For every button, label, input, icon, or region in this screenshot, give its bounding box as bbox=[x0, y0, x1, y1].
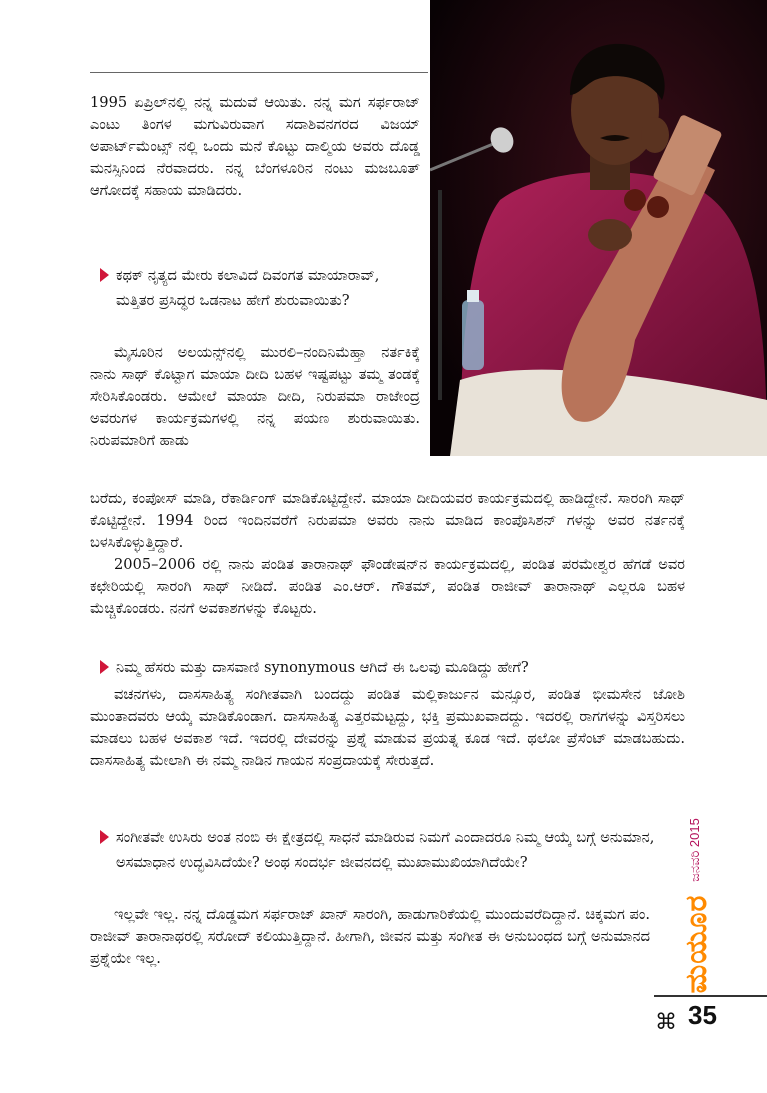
answer-3-block bbox=[90, 904, 650, 970]
top-rule bbox=[90, 72, 428, 73]
footer-logo-glyph: ⌘ bbox=[655, 1010, 677, 1035]
question-1-text: ಕಥಕ್ ನೃತ್ಯದ ಮೇರು ಕಲಾವಿದೆ ದಿವಂಗತ ಮಾಯಾರಾವ್, ಮತ್ತಿತರ ಪ್ರಸಿದ್ಧರ ಒಡನಾಟ ಹೇಗೆ ಶುರುವಾಯಿತು? bbox=[116, 267, 380, 309]
question-3-text: ಸಂಗೀತವೇ ಉಸಿರು ಅಂತ ನಂಬಿ ಈ ಕ್ಷೇತ್ರದಲ್ಲಿ ಸಾಧನೆ ಮಾಡಿರುವ ನಿಮಗೆ ಎಂದಾದರೂ ನಿಮ್ಮ ಆಯ್ಕೆ ಬಗ್ಗೆ ಅನುಮಾನ, ಅಸಮಾಧಾನ ಉದ್ಭವಿಸಿದೆಯೇ? ಅಂಥ ಸಂದರ್ಭ ಜೀವನದಲ್ಲಿ ಮುಖಾಮುಖಿಯಾಗಿದೆಯೇ? bbox=[116, 829, 655, 871]
intro-paragraph: 1995 ಏಪ್ರಿಲ್‌ನಲ್ಲಿ ನನ್ನ ಮದುವೆ ಆಯಿತು. ನನ್ನ ಮಗ ಸರ್ಫರಾಜ್ ಎಂಟು ತಿಂಗಳ ಮಗುವಿರುವಾಗ ಸದಾಶಿವನಗರದ ವಿಜಯ್ ಅಪಾರ್ಟ್‌ಮೆಂಟ್ಸ್ ನಲ್ಲಿ ಒಂದು ಮನೆ ಕೊಟ್ಟು ದಾಲ್ಮಿಯ ಅವರು ದೊಡ್ಡ ಮನಸ್ಸಿನಿಂದ ನೆರವಾದರು. ನನ್ನ ಬೆಂಗಳೂರಿನ ನಂಟು ಮಜಬೂತ್ ಆಗೋದಕ್ಕೆ ಸಹಾಯ ಮಾಡಿದರು. bbox=[90, 94, 420, 199]
question-2-text: ನಿಮ್ಮ ಹೆಸರು ಮತ್ತು ದಾಸವಾಣಿ synonymous ಆಗಿದೆ ಈ ಒಲವು ಮೂಡಿದ್ದು ಹೇಗೆ? bbox=[116, 659, 529, 676]
question-arrow-icon bbox=[100, 268, 109, 282]
question-2 bbox=[100, 656, 680, 681]
answer-3: ಇಲ್ಲವೇ ಇಲ್ಲ. ನನ್ನ ದೊಡ್ಡಮಗ ಸರ್ಫರಾಜ್ ಖಾನ್ ಸಾರಂಗಿ, ಹಾಡುಗಾರಿಕೆಯಲ್ಲಿ ಮುಂದುವರೆದಿದ್ದಾನೆ. ಚಿಕ್ಕಮಗ ಪಂ. ರಾಜೀವ್ ತಾರಾನಾಥರಲ್ಲಿ ಸರೋದ್ ಕಲಿಯುತ್ತಿದ್ದಾನೆ. ಹೀಗಾಗಿ, ಜೀವನ ಮತ್ತು ಸಂಗೀತ ಈ ಅನುಬಂಧದ ಬಗ್ಗೆ ಅನುಮಾನದ ಪ್ರಶ್ನೆಯೇ ಇಲ್ಲ. bbox=[90, 906, 650, 967]
answer-1-wide: ಬರೆದು, ಕಂಪೋಸ್ ಮಾಡಿ, ರೆಕಾರ್ಡಿಂಗ್ ಮಾಡಿಕೊಟ್ಟಿದ್ದೇನೆ. ಮಾಯಾ ದೀದಿಯವರ ಕಾರ್ಯಕ್ರಮದಲ್ಲಿ ಹಾಡಿದ್ದೇನೆ. ಸಾರಂಗಿ ಸಾಥ್ ಕೊಟ್ಟಿದ್ದೇನೆ. 1994 ರಿಂದ ಇಂದಿನವರೆಗೆ ನಿರುಪಮಾ ಅವರು ನಾನು ಮಾಡಿದ ಕಾಂಪೊಸಿಶನ್ ಗಳನ್ನು ಅವರ ನರ್ತನಕ್ಕೆ ಬಳಸಿಕೊಳ್ಳುತ್ತಿದ್ದಾರೆ. bbox=[90, 490, 685, 551]
footer-logo-icon bbox=[655, 1010, 681, 1034]
page-number: 35 bbox=[688, 1000, 717, 1030]
musician-photo bbox=[430, 0, 767, 456]
answer-1-narrow-block bbox=[90, 342, 420, 452]
sarangi-player-photo-icon bbox=[430, 0, 767, 456]
question-3 bbox=[100, 826, 665, 875]
masthead-text: ಮಯೂರ bbox=[680, 894, 713, 994]
issue-date-text: ಜನವರಿ 2015 bbox=[687, 818, 702, 882]
issue-date bbox=[684, 804, 706, 896]
answer-2-block bbox=[90, 684, 685, 772]
answer-1-wide-block bbox=[90, 488, 685, 620]
answer-2: ವಚನಗಳು, ದಾಸಸಾಹಿತ್ಯ ಸಂಗೀತವಾಗಿ ಬಂದದ್ದು ಪಂಡಿತ ಮಲ್ಲಿಕಾರ್ಜುನ ಮನ್ಸೂರ, ಪಂಡಿತ ಭೀಮಸೇನ ಜೋಶಿ ಮುಂತಾದವರು ಆಯ್ಕೆ ಮಾಡಿಕೊಂಡಾಗ. ದಾಸಸಾಹಿತ್ಯ ಎತ್ತರಮಟ್ಟದ್ದು, ಭಕ್ತಿ ಪ್ರಮುಖವಾದದ್ದು. ಇದರಲ್ಲಿ ರಾಗಗಳನ್ನು ವಿಸ್ತರಿಸಲು ಮಾಡಲು ಬಹಳ ಅವಕಾಶ ಇದೆ. ಇದರಲ್ಲಿ ದೇವರನ್ನು ಪ್ರಶ್ನೆ ಮಾಡುವ ಪ್ರಯತ್ನ ಕೂಡ ಇದೆ. ಥಲೋ ಪ್ರೆಸೆಂಟ್ ಮಾಡಬಹುದು. ದಾಸಸಾಹಿತ್ಯ ಮೇಲಾಗಿ ಈ ನಮ್ಮ ನಾಡಿನ ಗಾಯನ ಸಂಪ್ರದಾಯಕ್ಕೆ ಸೇರುತ್ತದೆ. bbox=[90, 686, 685, 769]
footer-rule bbox=[654, 995, 767, 997]
answer-1-narrow: ಮೈಸೂರಿನ ಅಲಯನ್ಸ್‌ನಲ್ಲಿ ಮುರಲಿ–ನಂದಿನಿಮೆಹ್ತಾ ನರ್ತಕಿಕ್ಕೆ ನಾನು ಸಾಥ್ ಕೊಟ್ಟಾಗ ಮಾಯಾ ದೀದಿ ಬಹಳ ಇಷ್ಟಪಟ್ಟು ತಮ್ಮ ತಂಡಕ್ಕೆ ಸೇರಿಸಿಕೊಂಡರು. ಆಮೇಲೆ ಮಾಯಾ ದೀದಿ, ನಿರುಪಮಾ ರಾಜೇಂದ್ರ ಅವರುಗಳ ಕಾರ್ಯಕ್ರಮಗಳಲ್ಲಿ ನನ್ನ ಪಯಣ ಶುರುವಾಯಿತು. ನಿರುಪಮಾರಿಗೆ ಹಾಡು bbox=[90, 344, 420, 449]
question-arrow-icon bbox=[100, 660, 109, 674]
intro-paragraph-block bbox=[90, 92, 420, 202]
question-1 bbox=[100, 264, 412, 313]
question-arrow-icon bbox=[100, 830, 109, 844]
magazine-masthead bbox=[680, 894, 713, 994]
answer-1-more: 2005–2006 ರಲ್ಲಿ ನಾನು ಪಂಡಿತ ತಾರಾನಾಥ್ ಫೌಂಡೇಷನ್‌ನ ಕಾರ್ಯಕ್ರಮದಲ್ಲಿ, ಪಂಡಿತ ಪರಮೇಶ್ವರ ಹೆಗಡೆ ಅವರ ಕಛೇರಿಯಲ್ಲಿ ಸಾರಂಗಿ ಸಾಥ್ ನೀಡಿದೆ. ಪಂಡಿತ ಎಂ.ಆರ್. ಗೌತಮ್, ಪಂಡಿತ ರಾಜೀವ್ ತಾರಾನಾಥ್ ಎಲ್ಲರೂ ಬಹಳ ಮೆಚ್ಚಿಕೊಂಡರು. ನನಗೆ ಅವಕಾಶಗಳನ್ನು ಕೊಟ್ಟರು. bbox=[90, 556, 685, 617]
